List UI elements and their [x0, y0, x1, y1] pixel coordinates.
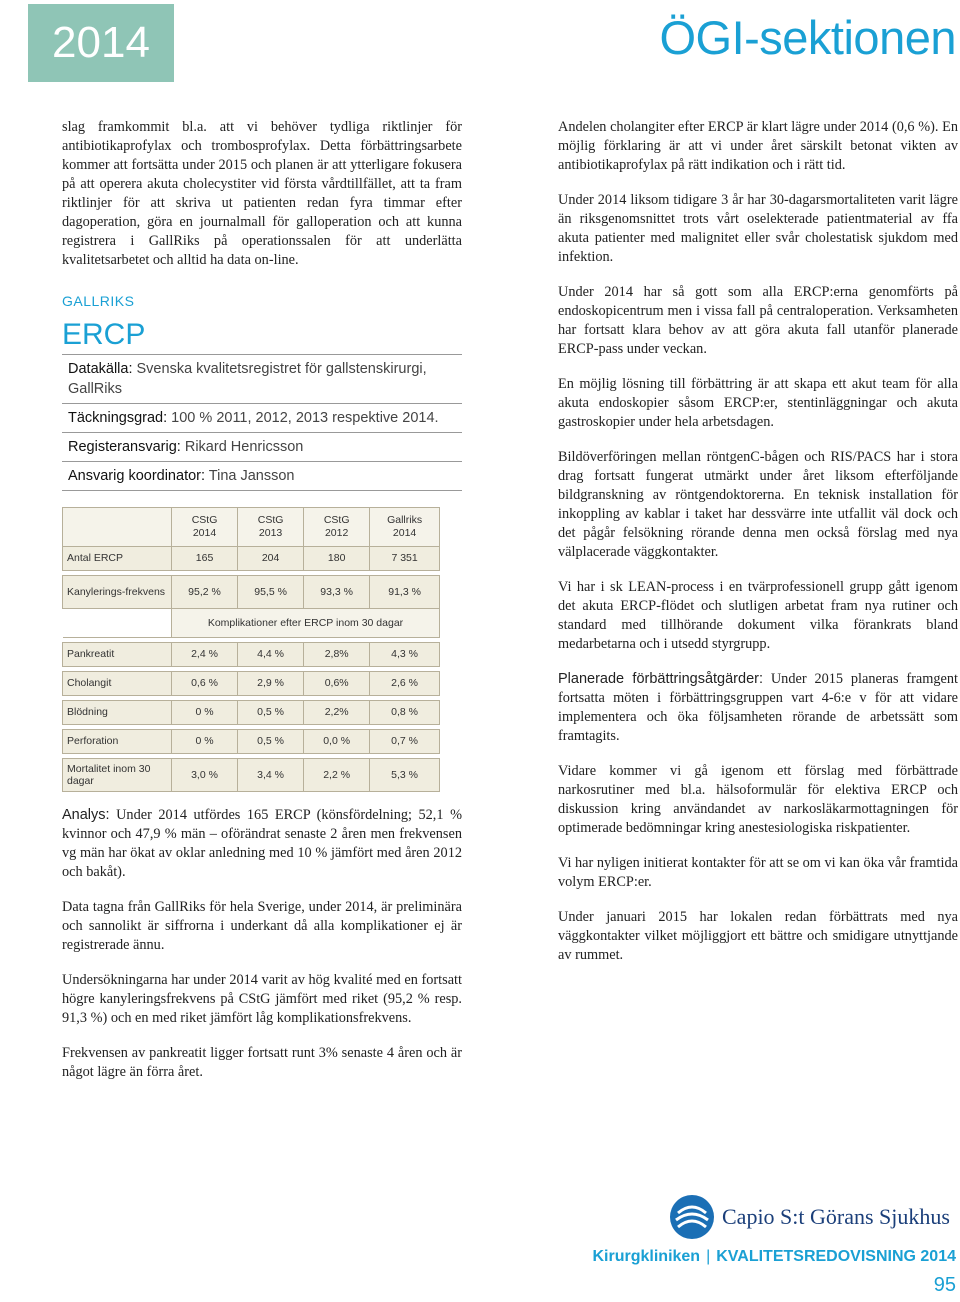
row-label: Cholangit	[63, 672, 172, 696]
info-row-registrar	[62, 433, 462, 462]
info-label: Datakälla:	[68, 361, 133, 377]
report-name: KVALITETSREDOVISNING 2014	[716, 1248, 956, 1265]
complications-subheading: Komplikationer efter ERCP inom 30 dagar	[172, 609, 440, 638]
table-cell: 2,8%	[304, 643, 370, 667]
row-label: Antal ERCP	[63, 547, 172, 571]
table-cell: 95,2 %	[172, 576, 238, 609]
info-label: Registeransvarig:	[68, 439, 181, 455]
analys-paragraph	[62, 806, 462, 882]
table-header-cell: CStG 2013	[238, 508, 304, 547]
table-cell: 3,0 %	[172, 759, 238, 792]
table-header-cell: CStG 2014	[172, 508, 238, 547]
analys-label: Analys:	[62, 807, 110, 823]
section-title: ÖGI-sektionen	[659, 11, 956, 64]
paragraph: Frekvensen av pankreatit ligger fortsatt runt 3% senaste 4 åren och är något lägre än förra året.	[62, 1045, 462, 1080]
table-cell: 0 %	[172, 730, 238, 754]
ercp-heading: ERCP	[62, 318, 146, 351]
table-header-empty	[63, 508, 172, 547]
paragraph: Under 2014 har så gott som alla ERCP:erna genomförts på endoskopicentrum men i vissa fall på centraloperation. Verksamheten har fortsatt klara behov av att göra akuta fall utanför planerade ERCP-pass under veckan.	[558, 284, 958, 357]
table-cell: 4,4 %	[238, 643, 304, 667]
footer-line	[593, 1248, 957, 1266]
analys-text: Under 2014 utfördes 165 ERCP (könsfördelning; 52,1 % kvinnor och 47,9 % män – oförändrat senaste 2 åren men frekvensen vg män har ökat av oklar anledning med 10 % jämfört med åren 2012 och bakåt).	[62, 807, 462, 880]
paragraph: Vi har nyligen initierat kontakter för att se om vi kan öka vår framtida volym ERCP:er.	[558, 855, 958, 890]
paragraph: Vidare kommer vi gå igenom ett förslag med förbättrade narkosrutiner med bl.a. hälsoformulär för elektiva ERCP och diskussion kring användandet av narkosläkarmottagningen för optimerade bedömningar kring anestesiologiska riskpatienter.	[558, 763, 958, 836]
intro-paragraph: slag framkommit bl.a. att vi behöver tydliga riktlinjer för antibiotikaprofylax och trombosprofylax. Detta förbättringsarbete kommer att fortsätta under 2015 och planen är att ytterligare fokusera på att operera akuta cholecystiter vid första vårdtillfället, att ta fram riktlinjer för att skriva ut patienten redan fyra timmar efter dagoperation, göra en journalmall för galloperation och att kunna registrera i GallRiks på operationssalen för att underlätta kvalitetsarbetet och alltid ha data on-line.	[62, 119, 462, 268]
table-cell: 3,4 %	[238, 759, 304, 792]
table-cell: 0 %	[172, 701, 238, 725]
row-label: Perforation	[63, 730, 172, 754]
info-label: Ansvarig koordinator:	[68, 468, 206, 484]
table-row	[63, 547, 440, 571]
table-cell: 0,0 %	[304, 730, 370, 754]
table-cell: 0,5 %	[238, 730, 304, 754]
table-cell: 2,9 %	[238, 672, 304, 696]
clinic-name: Kirurgkliniken	[592, 1248, 701, 1265]
paragraph: Under januari 2015 har lokalen redan förbättrats med nya väggkontakter vilket möjliggjort ett bättre och smidigare utnyttjande av rummet.	[558, 909, 958, 963]
paragraph: Bildöverföringen mellan röntgenC-bågen och RIS/PACS har i stora drag fortsatt fungerat utmärkt under året liksom efterföljande bildgranskning av röntgendoktorerna. En teknisk installation för inkoppling av kablar i taket har dessvärre inte utfallit väl dock och det pågår felsökning rörande denna men också förslag med nya välplacerade väggkontakter.	[558, 449, 958, 560]
table-cell: 0,5 %	[238, 701, 304, 725]
table-row	[63, 730, 440, 754]
year-text: 2014	[52, 18, 150, 67]
paragraph: En möjlig lösning till förbättring är att skapa ett akut team för alla akuta endoskopier såsom ERCP:er, stentinläggningar och akuta gastroskopier under hela arbetsdagen.	[558, 376, 958, 430]
capio-logo-icon	[668, 1193, 716, 1241]
footer-separator: |	[706, 1248, 711, 1265]
info-row-coverage	[62, 404, 462, 433]
info-value: Svenska kvalitetsregistret för gallstenskirurgi, GallRiks	[68, 361, 427, 397]
page-number: 95	[933, 1274, 956, 1296]
table-cell: 165	[172, 547, 238, 571]
table-header-cell: CStG 2012	[304, 508, 370, 547]
table-spacer	[63, 609, 172, 638]
table-cell: 4,3 %	[370, 643, 440, 667]
table-cell: 5,3 %	[370, 759, 440, 792]
ercp-stats-table	[62, 507, 440, 792]
table-header-row	[63, 508, 440, 547]
table-row	[63, 701, 440, 725]
row-label: Blödning	[63, 701, 172, 725]
table-cell: 7 351	[370, 547, 440, 571]
table-cell: 0,7 %	[370, 730, 440, 754]
paragraph: Vi har i sk LEAN-process i en tvärprofessionell grupp gått igenom det akuta ERCP-flödet och slutligen arbetat fram nya rutiner och standard med tillhörande dokument vilka förankrats bland medarbetarna och i utsedd styrgrupp.	[558, 579, 958, 652]
info-box	[62, 354, 462, 491]
row-label: Mortalitet inom 30 dagar	[63, 759, 172, 792]
table-cell: 0,6 %	[172, 672, 238, 696]
row-label: Pankreatit	[63, 643, 172, 667]
table-subheading-row	[63, 609, 440, 638]
left-column	[62, 118, 462, 1098]
table-cell: 91,3 %	[370, 576, 440, 609]
table-cell: 93,3 %	[304, 576, 370, 609]
info-row-source	[62, 355, 462, 404]
table-cell: 0,8 %	[370, 701, 440, 725]
paragraph: Data tagna från GallRiks för hela Sverige, under 2014, är preliminära och sannolikt är siffrorna i underkant då alla komplikationer ej är registrerade ännu.	[62, 899, 462, 953]
info-value: Tina Jansson	[208, 468, 295, 484]
table-row	[63, 759, 440, 792]
plan-text: Under 2015 planeras framgent fortsatta möten i förbättringsgruppen vart 4-6:e v för att vidare implementera och öka följsamheten rörande de arbetssätt som framtagits.	[558, 671, 958, 744]
paragraph: Under 2014 liksom tidigare 3 år har 30-dagarsmortaliteten varit lägre än riksgenomsnittet trots vårt oselekterade patientmaterial av ffa akuta patienter med malignitet eller svår cholestatisk sjukdom med infektion.	[558, 192, 958, 265]
table-cell: 204	[238, 547, 304, 571]
paragraph: Undersökningarna har under 2014 varit av hög kvalité med en fortsatt högre kanyleringsfrekvens på CStG jämfört med riket (95,2 % resp. 91,3 %) och en med riket jämfört låg komplikationsfrekvens.	[62, 972, 462, 1026]
table-cell: 2,6 %	[370, 672, 440, 696]
plan-label: Planerade förbättringsåtgärder:	[558, 671, 763, 687]
table-row	[63, 643, 440, 667]
capio-logo	[668, 1192, 958, 1242]
table-row	[63, 672, 440, 696]
table-cell: 180	[304, 547, 370, 571]
info-value: 100 % 2011, 2012, 2013 respektive 2014.	[171, 410, 439, 426]
table-cell: 95,5 %	[238, 576, 304, 609]
plan-paragraph	[558, 670, 958, 746]
table-cell: 2,4 %	[172, 643, 238, 667]
right-column	[558, 118, 958, 981]
table-cell: 2,2 %	[304, 759, 370, 792]
paragraph: Andelen cholangiter efter ERCP är klart lägre under 2014 (0,6 %). En möjlig förklaring är att vi under året särskilt betonat vikten av antibiotikaprofylax på rätt indikation och i rätt tid.	[558, 119, 958, 173]
table-row	[63, 576, 440, 609]
logo-text: Capio S:t Görans Sjukhus	[722, 1204, 950, 1229]
year-badge	[28, 4, 174, 82]
info-row-coordinator	[62, 462, 462, 491]
table-header-cell: Gallriks 2014	[370, 508, 440, 547]
table-cell: 0,6%	[304, 672, 370, 696]
gallriks-heading: GALLRIKS	[62, 293, 135, 309]
table-cell: 2,2%	[304, 701, 370, 725]
info-value: Rikard Henricsson	[184, 439, 304, 455]
info-label: Täckningsgrad:	[68, 410, 168, 426]
row-label: Kanylerings-frekvens	[63, 576, 172, 609]
